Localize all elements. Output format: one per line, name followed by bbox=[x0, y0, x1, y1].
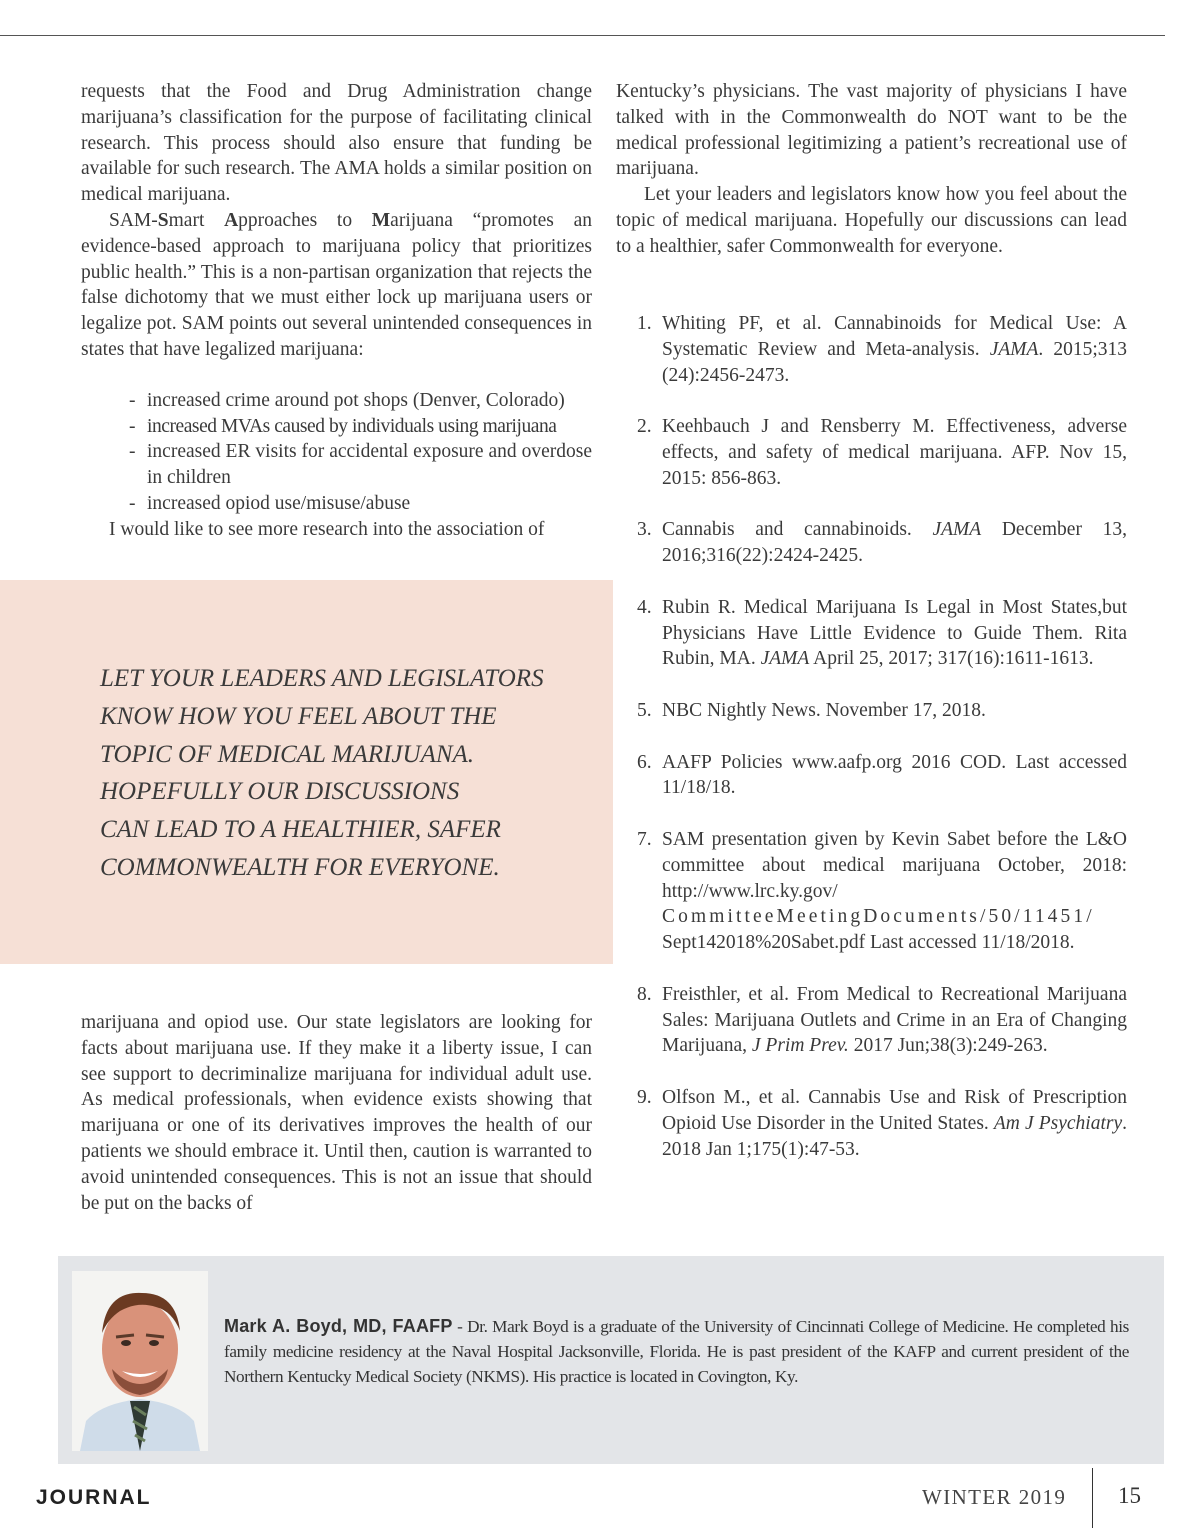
left-para-2-rest: “promotes an evidence-based approach to marijuana policy that prioritizes public health.” This is a non-partisan organization that rejects the false dichotomy that we must either lock up marijuana users or legalize pot. SAM points out several unintended consequences in states that have legalized marijuana: bbox=[81, 209, 592, 360]
reference-item: 4. Rubin R. Medical Marijuana Is Legal in Most States,but Physicians Have Little Evidence to Guide Them. Rita Rubin, MA. JAMA April 25, 2017; 317(16):1611-1613. bbox=[637, 596, 1127, 670]
sam-bold-intro: SAM-Smart Approaches to Marijuana bbox=[109, 209, 453, 231]
footer-divider bbox=[1092, 1468, 1093, 1528]
reference-list bbox=[616, 311, 1127, 1188]
pull-quote-line: COMMONWEALTH FOR EVERYONE. bbox=[100, 853, 500, 881]
left-column-top bbox=[81, 79, 592, 543]
reference-url: CommitteeMeetingDocuments/50/11451/ bbox=[662, 906, 1095, 928]
reference-item: 3. Cannabis and cannabinoids. JAMA December 13, 2016;316(22):2424-2425. bbox=[637, 519, 1127, 567]
author-photo bbox=[72, 1271, 208, 1451]
pull-quote-line: TOPIC OF MEDICAL MARIJUANA. bbox=[100, 740, 475, 768]
reference-item: 6. AAFP Policies www.aafp.org 2016 COD. Last accessed 11/18/18. bbox=[637, 751, 1127, 799]
reference-item: 9. Olfson M., et al. Cannabis Use and Risk of Prescription Opioid Use Disorder in the United States. Am J Psychiatry. 2018 Jan 1;175(1):47-53. bbox=[637, 1086, 1127, 1160]
list-item: - increased opiod use/misuse/abuse bbox=[147, 491, 592, 517]
left-column-bottom bbox=[81, 1010, 592, 1216]
pull-quote-line: CAN LEAD TO A HEALTHIER, SAFER bbox=[100, 816, 501, 844]
pull-quote-line: KNOW HOW YOU FEEL ABOUT THE bbox=[100, 702, 497, 730]
right-column-top bbox=[616, 79, 1127, 260]
author-bio bbox=[224, 1314, 1129, 1389]
reference-item: 5. NBC Nightly News. November 17, 2018. bbox=[637, 699, 986, 721]
right-para-2: Let your leaders and legislators know how you feel about the topic of medical marijuana. Hopefully our discussions can lead to a healthier, safer Commonwealth for everyone. bbox=[616, 184, 1127, 257]
pull-quote-line: LET YOUR LEADERS AND LEGISLATORS bbox=[100, 665, 544, 692]
author-name: Mark A. Boyd, MD, FAAFP bbox=[224, 1316, 453, 1336]
reference-item: 8. Freisthler, et al. From Medical to Recreational Marijuana Sales: Marijuana Outlets and Crime in an Era of Changing Marijuana, J Prim Prev. 2017 Jun;38(3):249-263. bbox=[637, 983, 1127, 1057]
issue-season: WINTER 2019 bbox=[922, 1485, 1067, 1509]
left-para-4: marijuana and opiod use. Our state legislators are looking for facts about marijuana use. If they make it a liberty issue, I can see support to decriminalize marijuana for individual adult use. As medical professionals, when evidence exists showing that marijuana or one of its derivatives improves the health of our patients we should embrace it. Until then, caution is warranted to avoid unintended consequences. This is not an issue that should be put on the backs of bbox=[81, 1012, 592, 1214]
pull-quote-line: HOPEFULLY OUR DISCUSSIONS bbox=[100, 778, 460, 806]
left-para-2 bbox=[81, 208, 592, 363]
consequence-list bbox=[81, 388, 592, 517]
pull-quote bbox=[100, 660, 580, 887]
page-number: 15 bbox=[1118, 1483, 1141, 1508]
top-rule bbox=[0, 35, 1165, 36]
left-para-1: requests that the Food and Drug Administration change marijuana’s classification for the purpose of facilitating clinical research. This process should also ensure that funding be available for such research. The AMA holds a similar position on medical marijuana. bbox=[81, 81, 592, 206]
right-para-1: Kentucky’s physicians. The vast majority of physicians I have talked with in the Commonwealth do NOT want to be the medical professional legitimizing a patient’s recreational use of marijuana. bbox=[616, 81, 1127, 180]
reference-item: 1. Whiting PF, et al. Cannabinoids for Medical Use: A Systematic Review and Meta-analysis. JAMA. 2015;313 (24):2456-2473. bbox=[637, 313, 1127, 386]
portrait-illustration bbox=[72, 1271, 208, 1451]
list-item: - increased crime around pot shops (Denver, Colorado) bbox=[147, 388, 592, 414]
list-item: - increased MVAs caused by individuals using marijuana bbox=[147, 414, 592, 440]
left-para-3: I would like to see more research into the association of bbox=[109, 518, 545, 540]
author-bio-text: - Dr. Mark Boyd is a graduate of the University of Cincinnati College of Medicine. He completed his family medicine residency at the Naval Hospital Jacksonville, Florida. He is past president of the KAFP and current president of the Northern Kentucky Medical Society (NKMS). His practice is located in Covington, Ky. bbox=[224, 1317, 1130, 1386]
journal-wordmark: JOURNAL bbox=[36, 1486, 152, 1509]
reference-item: 7. SAM presentation given by Kevin Sabet before the L&O committee about medical marijuana October, 2018: http://www.lrc.ky.gov/ CommitteeMeetingDocuments/50/11451/ Sept142018%20Sabet.pdf Last accessed 11/18/2018. bbox=[637, 828, 1127, 954]
reference-item: 2. Keehbauch J and Rensberry M. Effectiveness, adverse effects, and safety of medical marijuana. AFP. Nov 15, 2015: 856-863. bbox=[637, 416, 1127, 489]
list-item: - increased ER visits for accidental exposure and overdose in children bbox=[147, 439, 592, 491]
